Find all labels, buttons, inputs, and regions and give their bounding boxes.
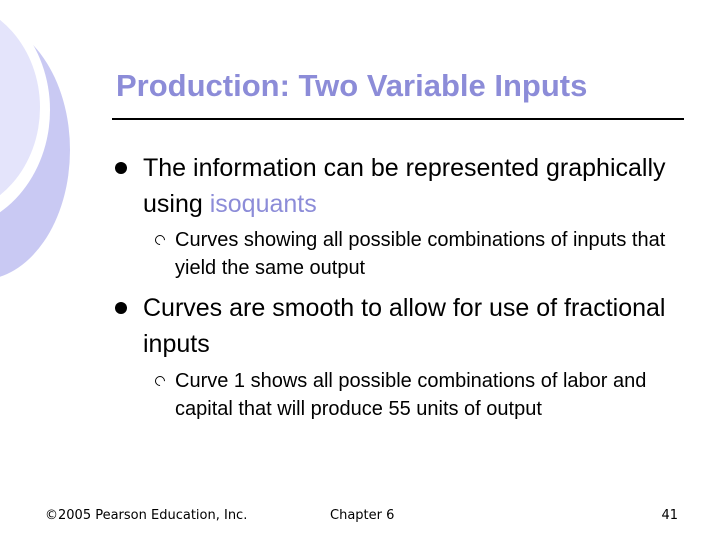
footer-page-number: 41 xyxy=(661,508,678,523)
bullet-highlight-term: isoquants xyxy=(209,190,317,218)
slide-title: Production: Two Variable Inputs xyxy=(116,68,588,103)
sub-bullet-ring-icon xyxy=(153,233,167,247)
sub-bullet-item xyxy=(155,367,675,423)
footer-chapter: Chapter 6 xyxy=(330,508,395,523)
sub-bullet-text: Curve 1 shows all possible combinations of labor and capital that will produce 55 units of output xyxy=(175,370,647,420)
sub-bullet-ring-icon xyxy=(153,374,167,388)
bullet-text: Curves are smooth to allow for use of fractional inputs xyxy=(143,294,666,358)
footer-copyright: ©2005 Pearson Education, Inc. xyxy=(45,508,248,523)
bullet-text-main: The information can be represented graphically using xyxy=(143,154,666,218)
bullet-dot-icon xyxy=(115,302,127,314)
bullet-text xyxy=(143,150,675,222)
bullet-dot-icon xyxy=(115,162,127,174)
bullet-item xyxy=(115,290,675,362)
sub-bullet-item xyxy=(155,226,675,282)
sub-bullet-text: Curves showing all possible combinations of inputs that yield the same output xyxy=(175,229,666,279)
bullet-item xyxy=(115,150,675,222)
title-divider xyxy=(112,118,684,120)
